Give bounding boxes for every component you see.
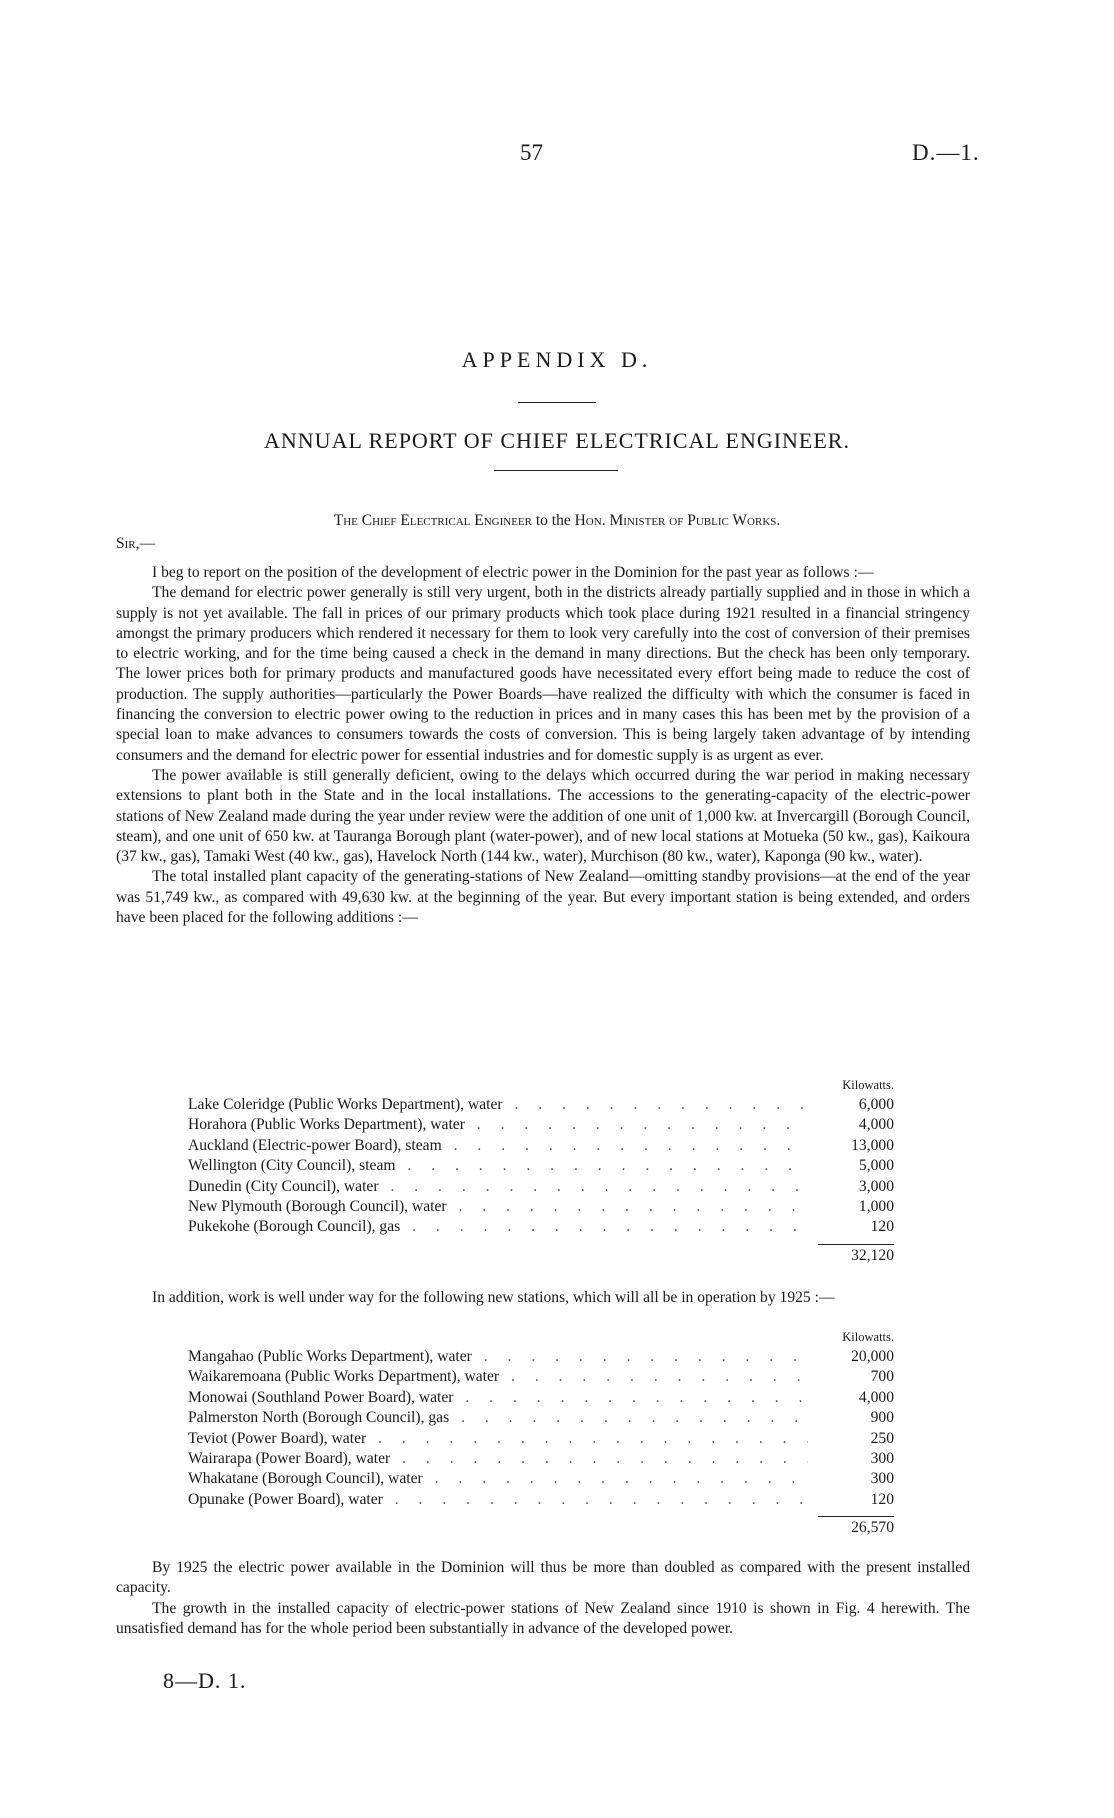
station-kw: 20,000: [851, 1348, 894, 1365]
body-part-3: [116, 1558, 970, 1639]
table-row: [188, 1197, 894, 1217]
paragraph: In addition, work is well under way for the following new stations, which will all be in operation by 1925 :—: [152, 1289, 835, 1306]
station-name: Pukekohe (Borough Council), gas . . .: [188, 1217, 808, 1237]
station-name: Mangahao (Public Works Department), water . . .: [188, 1347, 808, 1367]
total-rule: [818, 1516, 894, 1517]
station-kw: 1,000: [858, 1197, 894, 1215]
station-kw: 900: [870, 1409, 894, 1427]
table-unit-label: Kilowatts.: [842, 1330, 894, 1344]
address-to: Hon. Minister of Public Works.: [574, 512, 781, 529]
salutation: Sir,—: [116, 535, 155, 552]
station-kw: 5,000: [858, 1157, 894, 1175]
address-connector: to the: [535, 512, 571, 529]
station-name: Whakatane (Borough Council), water . . .: [188, 1469, 808, 1489]
page-number: 57: [520, 140, 543, 165]
station-name: Wairarapa (Power Board), water . . .: [188, 1449, 808, 1469]
footer-reference: 8—D. 1.: [163, 1668, 247, 1693]
title-divider: [518, 402, 596, 403]
table-total: 26,570: [851, 1519, 894, 1537]
paragraph: The demand for electric power generally is still very urgent, both in the districts already partially supplied and in those in which a supply is not yet available. The fall in prices of our primary products which took place during 1921 resulted in a financial stringency amongst the primary producers which rendered it necessary for them to look very carefully into the cost of conversion of their premises to electric working, and for the time being caused a check in the demand in many directions. But the check has been only temporary. The lower prices both for primary products and manufactured goods have necessitated every effort being made to reduce the cost of production. The supply authorities—particularly the Power Boards—have realized the difficulty with which the consumer is faced in financing the conversion to electric power owing to the reduction in prices and in many cases this has been met by the provision of a special loan to make advances to consumers towards the costs of conversion. This is being largely taken advantage of by intending consumers and the demand for electric power for essential industries and for domestic supply is as urgent as ever.: [116, 584, 970, 764]
table-row: [188, 1095, 894, 1115]
table-row: [188, 1156, 894, 1176]
station-kw: 300: [870, 1470, 894, 1488]
station-kw: 13,000: [851, 1136, 894, 1154]
planned-additions-table: [188, 1078, 894, 1265]
table-row: [188, 1115, 894, 1135]
paragraph: By 1925 the electric power available in the Dominion will thus be more than doubled as compared with the present installed capacity.: [116, 1559, 970, 1597]
table-row: [188, 1449, 894, 1469]
station-name: Monowai (Southland Power Board), water . . .: [188, 1388, 808, 1408]
station-kw: 120: [870, 1490, 894, 1508]
station-kw: 120: [870, 1218, 894, 1236]
station-name: Waikaremoana (Public Works Department), water . . .: [188, 1367, 808, 1387]
station-kw: 700: [870, 1368, 894, 1386]
station-name: Lake Coleridge (Public Works Department), water . . .: [188, 1095, 808, 1115]
body-part-2: [116, 1288, 970, 1308]
table-row: [188, 1367, 894, 1387]
document-reference: D.—1.: [912, 140, 980, 165]
body-part-1: [116, 563, 970, 928]
table-row: [188, 1347, 894, 1367]
table-row: [188, 1217, 894, 1237]
station-name: Palmerston North (Borough Council), gas . . .: [188, 1408, 808, 1428]
table-row: [188, 1136, 894, 1156]
total-rule: [818, 1244, 894, 1245]
address-from: The Chief Electrical Engineer: [333, 512, 532, 529]
station-kw: 6,000: [858, 1096, 894, 1113]
station-name: Horahora (Public Works Department), water . . .: [188, 1115, 808, 1135]
paragraph: I beg to report on the position of the development of electric power in the Dominion for the past year as follows :—: [152, 564, 874, 581]
station-name: New Plymouth (Borough Council), water . . .: [188, 1197, 808, 1217]
paragraph: The total installed plant capacity of the generating-stations of New Zealand—omitting standby provisions—at the end of the year was 51,749 kw., as compared with 49,630 kw. at the beginning of the year. But every important station is being extended, and orders have been placed for the following additions :—: [116, 868, 970, 927]
station-name: Opunake (Power Board), water . . .: [188, 1490, 808, 1510]
station-name: Wellington (City Council), steam . . .: [188, 1156, 808, 1176]
new-stations-table: [188, 1330, 894, 1537]
table-row: [188, 1177, 894, 1197]
table-total: 32,120: [851, 1246, 894, 1264]
subtitle-divider: [494, 470, 618, 471]
address-line: [0, 512, 1114, 530]
table-row: [188, 1429, 894, 1449]
station-name: Auckland (Electric-power Board), steam . . .: [188, 1136, 808, 1156]
table-row: [188, 1490, 894, 1510]
station-kw: 250: [870, 1429, 894, 1447]
station-kw: 3,000: [858, 1177, 894, 1195]
table-row: [188, 1408, 894, 1428]
station-kw: 300: [870, 1449, 894, 1467]
table-row: [188, 1388, 894, 1408]
paragraph: The power available is still generally deficient, owing to the delays which occurred during the war period in making necessary extensions to plant both in the State and in the local installations. The accessions to the generating-capacity of the electric-power stations of New Zealand made during the year under review were the addition of one unit of 1,000 kw. at Invercargill (Borough Council, steam), and one unit of 650 kw. at Tauranga Borough plant (water-power), and of new local stations at Motueka (50 kw., gas), Kaikoura (37 kw., gas), Tamaki West (40 kw., gas), Havelock North (144 kw., water), Murchison (80 kw., water), Kaponga (90 kw., water).: [116, 766, 970, 866]
station-name: Teviot (Power Board), water . . .: [188, 1429, 808, 1449]
station-kw: 4,000: [858, 1116, 894, 1134]
paragraph: The growth in the installed capacity of electric-power stations of New Zealand since 1910 is shown in Fig. 4 herewith. The unsatisfied demand has for the whole period been substantially in advance of the developed power.: [116, 1599, 970, 1637]
station-name: Dunedin (City Council), water . . .: [188, 1177, 808, 1197]
report-title: ANNUAL REPORT OF CHIEF ELECTRICAL ENGINEER.: [264, 428, 850, 453]
table-unit-label: Kilowatts.: [842, 1078, 894, 1092]
appendix-title: APPENDIX D.: [461, 347, 653, 372]
station-kw: 4,000: [858, 1388, 894, 1406]
table-row: [188, 1469, 894, 1489]
